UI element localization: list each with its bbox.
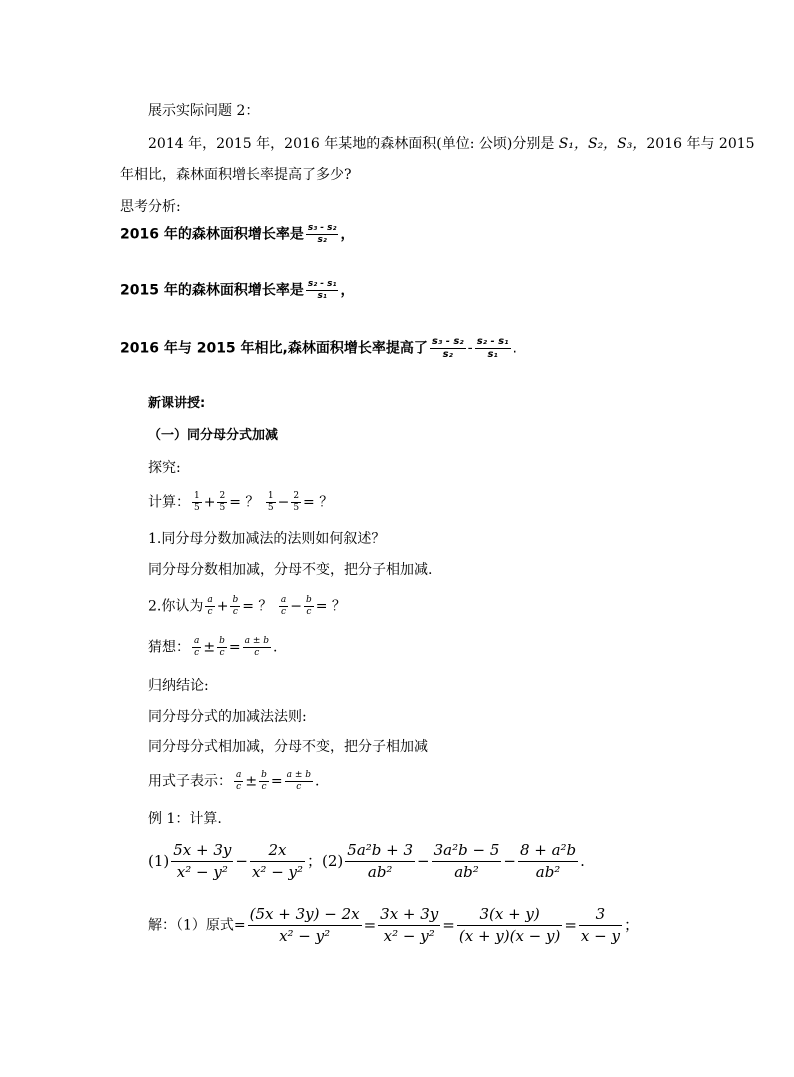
fraction-denominator: 5: [219, 503, 226, 513]
equals-sign: =: [228, 639, 241, 656]
fraction-numerator: b: [232, 595, 239, 605]
fraction-numerator: a: [236, 770, 242, 780]
section-heading: 展示实际问题 2：: [148, 103, 260, 119]
equals-question: = ？: [315, 598, 346, 615]
guess-line: 猜想： $\frac{a}{c}$ ± $\frac{b}{c}$ = $\frac{a \pm b}{c}$ .: [148, 636, 278, 658]
fraction-a-c: [192, 637, 201, 658]
equals-sign: =: [363, 916, 377, 934]
rule-title: 同分母分式的加减法法则:: [148, 709, 307, 725]
problem-vars: S₁，S₂，S₃，: [558, 136, 647, 152]
fraction-numerator: 3a²b − 5: [432, 843, 502, 862]
equals-sign: =: [270, 773, 283, 790]
fraction-numerator: a: [194, 636, 200, 646]
fraction-numerator: 2x: [250, 843, 305, 862]
fraction-a-c: [279, 596, 288, 617]
minus-sign: −: [290, 598, 302, 615]
fraction-1-5: [266, 492, 276, 513]
fraction-denominator: c: [281, 607, 287, 617]
fraction-denominator: s₂: [442, 349, 453, 360]
fraction-denominator: x² − y²: [176, 863, 228, 881]
fraction-denominator: s₂: [317, 235, 327, 245]
problem-line-1: [148, 137, 755, 151]
fraction-growth-2015: [306, 280, 339, 301]
problem-line-2: 年相比，森林面积增长率提高了多少?: [120, 167, 352, 183]
part-2-label: ；(2): [307, 852, 344, 870]
conclusion-title: 归纳结论:: [148, 678, 209, 694]
fraction-denominator: c: [296, 782, 302, 792]
analysis-line-compare: [120, 337, 517, 360]
punct: ，: [340, 282, 355, 299]
fraction-numerator: s₃ - s₂: [431, 336, 464, 347]
analysis-title: 思考分析:: [120, 199, 181, 215]
fraction-numerator: a: [207, 595, 213, 605]
fraction-numerator: s₃ - s₂: [307, 223, 337, 233]
fraction-denominator: ab²: [454, 863, 479, 881]
compute-line: [148, 492, 333, 513]
analysis-line-2015: [120, 280, 354, 301]
analysis-text-2016: 2016 年的森林面积增长率是: [120, 226, 304, 243]
fraction-denominator: ab²: [535, 863, 561, 881]
solution-line: [148, 907, 639, 944]
fraction-numerator: 3x + 3y: [378, 907, 440, 926]
fraction-numerator: a: [280, 595, 287, 605]
compute-label: 计算：: [148, 494, 190, 511]
fraction-ex-2: [250, 843, 305, 880]
fraction-denominator: c: [207, 607, 213, 617]
example-expression: (1) $\frac{5x + 3y}{\text{x² − y²}}$ − $\frac{2x}{\text{x² − y²}}$ ；(2) $\frac{\text{5a²b + 3}}{\text{ab²}}$ − $\frac{\text{3a²b − 5}}{\text{ab²}}$ − $\frac{\text{8 + a²b}}{\text{ab²}}$ .: [148, 841, 585, 881]
fraction-numerator: b: [219, 636, 225, 646]
fraction-ex-4: [432, 843, 502, 880]
fraction-growth-2015: [475, 337, 511, 360]
analysis-text-compare: 2016 年与 2015 年相比,森林面积增长率提高了: [120, 340, 428, 357]
fraction-numerator: s₂ - s₁: [476, 336, 509, 347]
fraction-a-c: [205, 596, 214, 617]
analysis-line-2016: [120, 224, 354, 245]
fraction-2-5: [217, 492, 227, 513]
question-2: [148, 596, 346, 617]
equals-question: = ？: [242, 598, 273, 615]
fraction-apmb-c: [243, 637, 271, 658]
fraction-numerator: 3: [579, 907, 622, 926]
problem-text-1-end: 2016 年与 2015: [646, 136, 755, 152]
plus-minus-sign: ±: [245, 773, 258, 790]
fraction-b-c: [259, 771, 269, 792]
analysis-text-2015: 2015 年的森林面积增长率是: [120, 282, 304, 299]
new-lesson-title: 新课讲授:: [148, 396, 206, 411]
fraction-denominator: x − y: [580, 927, 620, 945]
section-1-title: （一）同分母分式加减: [148, 428, 279, 443]
formula-line: 用式子表示： $\frac{a}{c}$ ± $\frac{b}{c}$ = $\frac{a \pm b}{c}$ .: [148, 770, 320, 792]
fraction-denominator: c: [194, 648, 200, 658]
fraction-ex-3: [345, 843, 415, 880]
fraction-numerator: 5a²b + 3: [345, 843, 415, 862]
plus-sign: +: [203, 494, 216, 511]
fraction-sol-1: [248, 907, 362, 944]
fraction-numerator: 8 + a²b: [518, 843, 578, 862]
fraction-sol-2: [378, 907, 440, 944]
fraction-sol-3: [457, 907, 562, 944]
fraction-numerator: b: [305, 595, 312, 605]
fraction-b-c: [304, 596, 314, 617]
fraction-numerator: 2: [293, 491, 300, 501]
minus-sign: −: [277, 494, 290, 511]
fraction-numerator: 5x + 3y: [171, 843, 233, 862]
fraction-growth-2016: [306, 224, 339, 245]
fraction-denominator: c: [306, 607, 312, 617]
plus-minus-sign: ±: [203, 639, 216, 656]
part-1-label: (1): [148, 852, 170, 870]
fraction-numerator: s₂ - s₁: [307, 279, 337, 289]
fraction-denominator: ab²: [367, 863, 393, 881]
fraction-sol-4: [579, 907, 622, 944]
fraction-growth-2016: [430, 337, 466, 360]
fraction-denominator: s₁: [487, 349, 498, 360]
example-title: 例 1：计算.: [148, 811, 222, 827]
fraction-2-5: [291, 492, 301, 513]
fraction-denominator: c: [236, 782, 242, 792]
guess-label: 猜想：: [148, 639, 190, 656]
equals-question: = ？: [303, 494, 334, 511]
equals-sign: =: [564, 916, 577, 934]
fraction-a-c: [234, 771, 243, 792]
fraction-denominator: x² − y²: [383, 927, 435, 945]
rule-text: 同分母分式相加减，分母不变，把分子相加减: [148, 739, 428, 755]
fraction-denominator: c: [232, 607, 238, 617]
fraction-numerator: (5x + 3y) − 2x: [248, 907, 362, 926]
equals-sign: =: [442, 916, 455, 934]
fraction-numerator: b: [261, 770, 267, 780]
fraction-numerator: 1: [267, 491, 274, 501]
problem-text-1: 2014 年，2015 年，2016 年某地的森林面积(单位: 公顷)分别是: [148, 136, 555, 152]
fraction-numerator: 1: [194, 491, 200, 501]
fraction-numerator: a ± b: [244, 636, 269, 646]
fraction-b-c: [230, 596, 240, 617]
fraction-denominator: c: [254, 648, 260, 658]
fraction-b-c: [217, 637, 227, 658]
fraction-denominator: 5: [267, 503, 274, 513]
fraction-denominator: c: [219, 648, 225, 658]
fraction-ex-1: [171, 843, 233, 880]
equals-question: = ？: [229, 494, 260, 511]
fraction-numerator: a ± b: [286, 770, 311, 780]
fraction-denominator: 5: [194, 503, 200, 513]
fraction-denominator: x² − y²: [279, 927, 331, 945]
fraction-numerator: 2: [219, 491, 226, 501]
question-1: 1.同分母分数加减法的法则如何叙述？: [148, 531, 386, 547]
minus-sign: -: [467, 340, 473, 357]
fraction-ex-5: [518, 843, 578, 880]
fraction-numerator: 3(x + y): [457, 907, 562, 926]
solution-label: 解：（1）原式=: [148, 917, 246, 934]
fraction-1-5: [192, 492, 202, 513]
punct: ；: [623, 916, 639, 934]
explore-label: 探究:: [148, 460, 181, 476]
fraction-denominator: x² − y²: [251, 863, 304, 881]
fraction-denominator: c: [261, 782, 267, 792]
answer-1: 同分母分数相加减，分母不变，把分子相加减.: [148, 562, 433, 578]
fraction-apmb-c: [285, 771, 313, 792]
fraction-denominator: (x + y)(x − y): [458, 927, 561, 945]
fraction-denominator: 5: [293, 503, 300, 513]
plus-sign: +: [216, 598, 229, 615]
punct: .: [512, 340, 517, 357]
fraction-denominator: s₁: [317, 291, 327, 301]
punct: ，: [340, 226, 355, 243]
question-2-label: 2.你认为: [148, 598, 204, 615]
formula-label: 用式子表示：: [148, 773, 232, 790]
